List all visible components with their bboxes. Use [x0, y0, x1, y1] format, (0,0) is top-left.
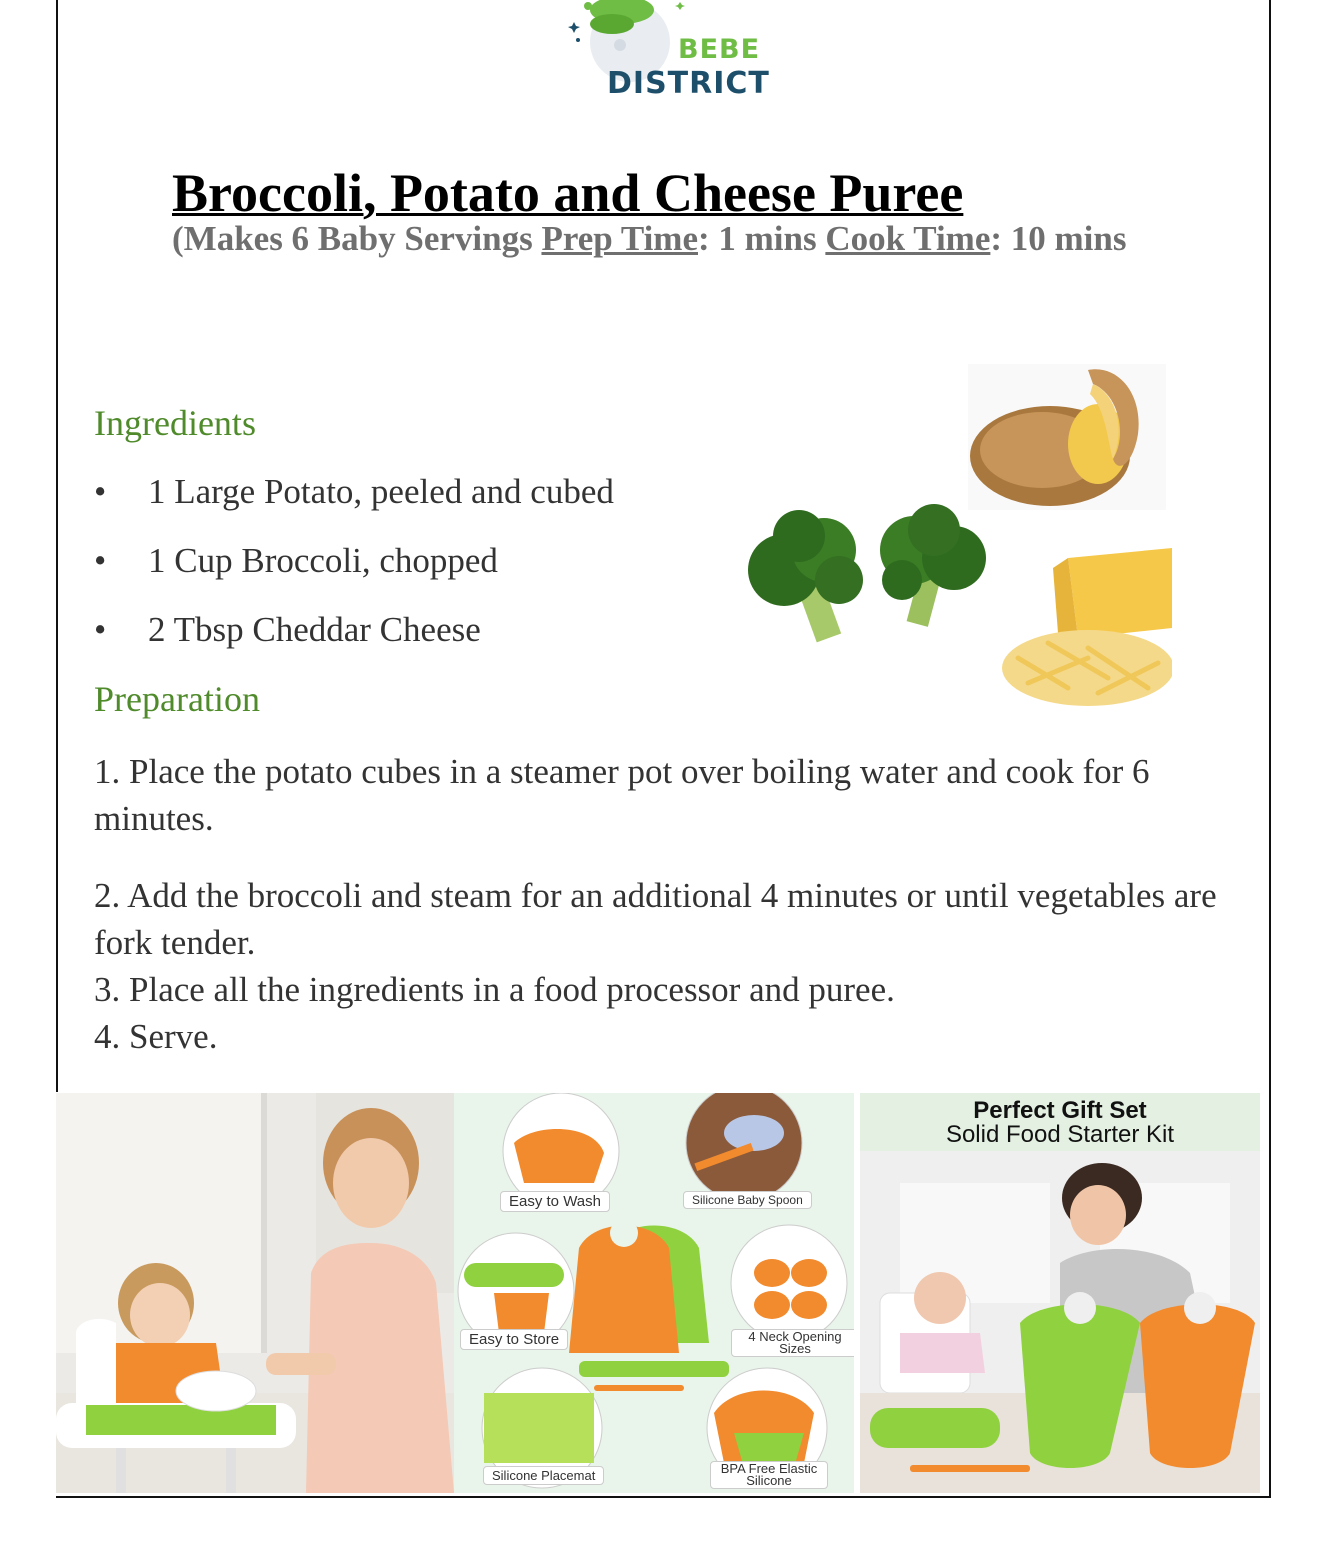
preparation-step-2: 2. Add the broccoli and steam for an additional 4 minutes or until vegetables are fork tender. [94, 876, 1217, 962]
logo-text-district: DISTRICT [607, 66, 770, 101]
recipe-subtitle [172, 220, 1162, 258]
page-border-right [1269, 0, 1271, 1498]
preparation-step-1: 1. Place the potato cubes in a steamer pot over boiling water and cook for 6 minutes. [94, 752, 1150, 838]
potato-image [968, 364, 1166, 510]
bullet: • [94, 610, 107, 649]
preparation-step-3: 3. Place all the ingredients in a food processor and puree. [94, 970, 895, 1009]
product-photo-kit-collage [454, 1093, 854, 1493]
cook-time-value: : 10 mins [990, 219, 1127, 258]
ingredients-heading: Ingredients [94, 403, 256, 443]
recipe-title: Broccoli, Potato and Cheese Puree [172, 163, 964, 223]
servings-text: (Makes 6 Baby Servings [172, 219, 542, 258]
preparation-step-4: 4. Serve. [94, 1017, 218, 1056]
broccoli-image [744, 500, 998, 650]
badge-easy-to-wash: Easy to Wash [500, 1191, 610, 1212]
logo-text-bebe: BEBE [678, 34, 761, 65]
badge-easy-to-store: Easy to Store [460, 1329, 568, 1350]
gift-set-subtitle: Solid Food Starter Kit [945, 1121, 1175, 1148]
product-photo-mother-baby [56, 1093, 454, 1493]
bullet: • [94, 472, 107, 511]
kit-collage-illustration [454, 1093, 854, 1493]
badge-silicone-placemat: Silicone Placemat [483, 1466, 604, 1485]
page-border-bottom [56, 1496, 1271, 1498]
bullet: • [94, 541, 107, 580]
preparation-heading: Preparation [94, 679, 260, 719]
prep-time-label: Prep Time [541, 219, 698, 258]
badge-bpa-free: BPA Free Elastic Silicone [710, 1461, 828, 1489]
badge-silicone-baby-spoon: Silicone Baby Spoon [683, 1191, 812, 1209]
cook-time-label: Cook Time [825, 219, 991, 258]
product-photo-gift-set [860, 1093, 1260, 1493]
prep-time-value: : 1 mins [698, 219, 826, 258]
mother-baby-illustration [56, 1093, 454, 1493]
preparation-steps [94, 872, 1224, 1060]
gift-set-illustration [860, 1093, 1260, 1493]
cheese-image [998, 548, 1172, 713]
page-border-left [56, 0, 58, 1092]
gift-set-title: Perfect Gift Set [973, 1097, 1147, 1124]
badge-neck-opening-sizes: 4 Neck Opening Sizes [731, 1329, 854, 1357]
